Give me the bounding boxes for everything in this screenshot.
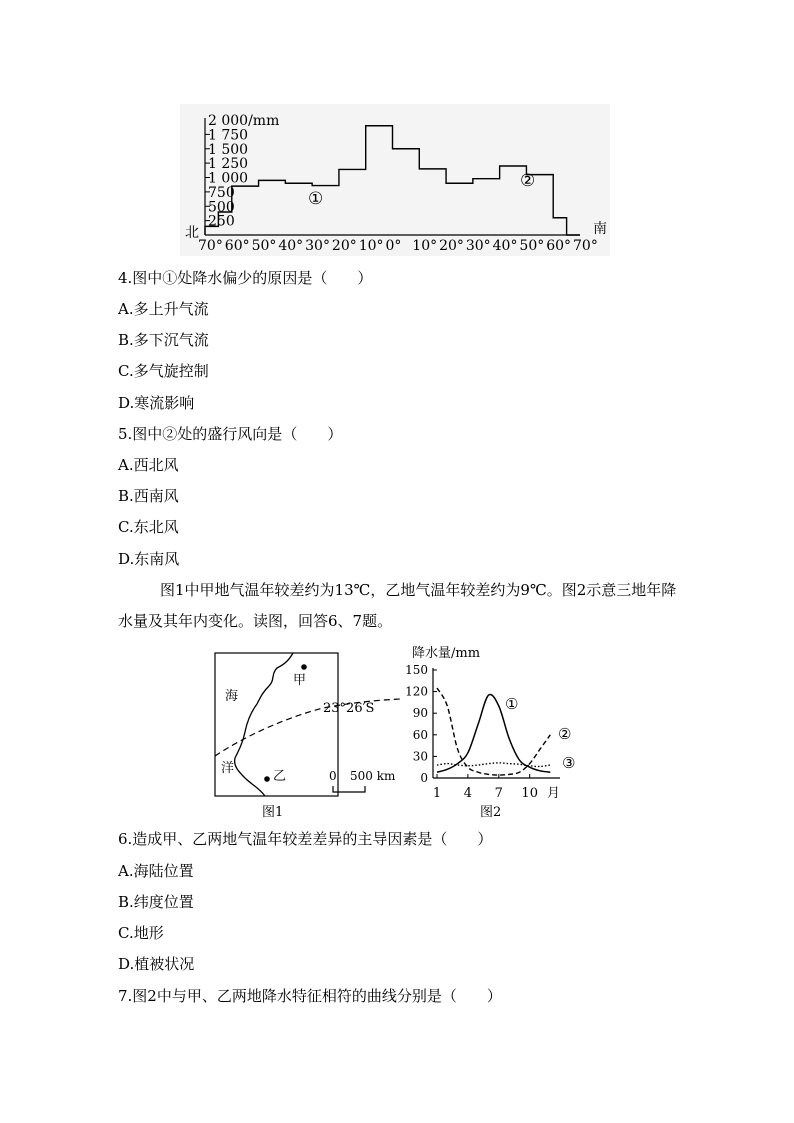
x-tick-label: 0° bbox=[385, 238, 402, 254]
x-tick-label: 30° bbox=[305, 238, 330, 254]
q5-option-d[interactable]: D.东南风 bbox=[118, 550, 180, 568]
label-jia: 甲 bbox=[293, 673, 307, 688]
graph2-y-tick-label: 30 bbox=[412, 749, 428, 764]
point-yi bbox=[264, 776, 270, 782]
figure1-caption: 图1 bbox=[262, 805, 284, 820]
graph2-x-tick-label: 4 bbox=[463, 786, 473, 801]
x-tick-label: 10° bbox=[358, 238, 384, 254]
south-label: 南 bbox=[593, 221, 607, 237]
x-tick-label: 70° bbox=[198, 238, 223, 254]
north-label: 北 bbox=[185, 225, 199, 241]
graph2-x-tick-label: 1 bbox=[432, 786, 442, 801]
graph2-y-tick-label: 150 bbox=[405, 663, 428, 677]
y-tick-label: 500 bbox=[208, 199, 235, 216]
y-tick-label: 1 250 bbox=[208, 156, 249, 173]
x-tick-label: 50° bbox=[251, 238, 277, 254]
x-tick-label: 30° bbox=[465, 238, 491, 254]
x-tick-label: 70° bbox=[573, 238, 598, 254]
q6-stem: 6.造成甲、乙两地气温年较差差异的主导因素是（ ） bbox=[118, 830, 493, 848]
q5-option-a[interactable]: A.西北风 bbox=[118, 456, 179, 474]
q4-option-c[interactable]: C.多气旋控制 bbox=[118, 362, 209, 380]
y-tick-label: 750 bbox=[208, 184, 235, 201]
graph2-x-unit: 月 bbox=[547, 786, 561, 801]
q7-stem: 7.图2中与甲、乙两地降水特征相符的曲线分别是（ ） bbox=[118, 987, 502, 1005]
graph2-y-tick-label: 60 bbox=[412, 727, 428, 742]
graph2-y-tick-label: 90 bbox=[412, 706, 428, 721]
graph2-y-label: 降水量/mm bbox=[412, 646, 481, 661]
q5-option-b[interactable]: B.西南风 bbox=[118, 487, 179, 505]
curve-label-1: ① bbox=[505, 695, 519, 713]
scale-zero: 0 bbox=[329, 769, 337, 783]
graph2-x-tick-label: 7 bbox=[494, 786, 503, 801]
q6-option-c[interactable]: C.地形 bbox=[118, 924, 164, 942]
q5-stem: 5.图中②处的盛行风向是（ ） bbox=[118, 425, 343, 443]
y-tick-label: 1 000 bbox=[208, 170, 249, 187]
x-tick-label: 10° bbox=[412, 238, 438, 254]
graph2-y-tick-label: 0 bbox=[420, 771, 428, 785]
graph2-y-tick-label: 120 bbox=[405, 684, 428, 699]
q4-option-d[interactable]: D.寒流影响 bbox=[118, 394, 195, 412]
q6-option-b[interactable]: B.纬度位置 bbox=[118, 893, 194, 911]
y-tick-label: 1 750 bbox=[208, 127, 249, 144]
label-yang: 洋 bbox=[221, 761, 235, 776]
y-tick-label: 1 500 bbox=[208, 141, 249, 158]
point-jia bbox=[301, 664, 307, 670]
q6-option-a[interactable]: A.海陆位置 bbox=[118, 862, 194, 880]
curve-label-2: ② bbox=[558, 725, 572, 743]
q4-option-a[interactable]: A.多上升气流 bbox=[118, 300, 209, 318]
label-hai: 海 bbox=[225, 689, 239, 704]
q6-option-d[interactable]: D.植被状况 bbox=[118, 955, 195, 973]
marker-1: ① bbox=[308, 189, 324, 209]
x-tick-label: 40° bbox=[492, 238, 518, 254]
scale-label: 500 km bbox=[350, 769, 396, 783]
x-tick-label: 20° bbox=[439, 238, 464, 254]
x-tick-label: 50° bbox=[519, 238, 545, 254]
y-unit-label: 2 000/mm bbox=[208, 113, 280, 129]
figure2-precipitation-graph bbox=[400, 640, 585, 820]
intro-paragraph: 图1中甲地气温年较差约为13℃，乙地气温年较差约为9℃。图2示意三地年降水量及其年内变化。读图，回答6、7题。 bbox=[118, 581, 677, 630]
graph2-y-ticks bbox=[405, 663, 437, 785]
label-yi: 乙 bbox=[273, 769, 287, 784]
curve-label-3: ③ bbox=[562, 754, 576, 772]
latitude-label: 23°26′S bbox=[323, 701, 375, 716]
curve-2-dashed bbox=[437, 688, 550, 775]
x-tick-label: 40° bbox=[278, 238, 304, 254]
x-tick-label: 60° bbox=[224, 238, 250, 254]
x-tick-label: 60° bbox=[546, 238, 572, 254]
y-tick-label: 250 bbox=[208, 213, 235, 230]
precipitation-latitude-chart bbox=[180, 104, 610, 256]
figure2-caption: 图2 bbox=[480, 805, 502, 820]
q4-option-b[interactable]: B.多下沉气流 bbox=[118, 331, 209, 349]
marker-2: ② bbox=[520, 171, 536, 191]
q4-stem: 4.图中①处降水偏少的原因是（ ） bbox=[118, 269, 373, 287]
figure1-map bbox=[205, 648, 405, 820]
graph2-x-tick-label: 10 bbox=[521, 786, 538, 801]
q5-option-c[interactable]: C.东北风 bbox=[118, 518, 179, 536]
x-tick-label: 20° bbox=[331, 238, 357, 254]
x-tick-labels bbox=[198, 238, 598, 254]
